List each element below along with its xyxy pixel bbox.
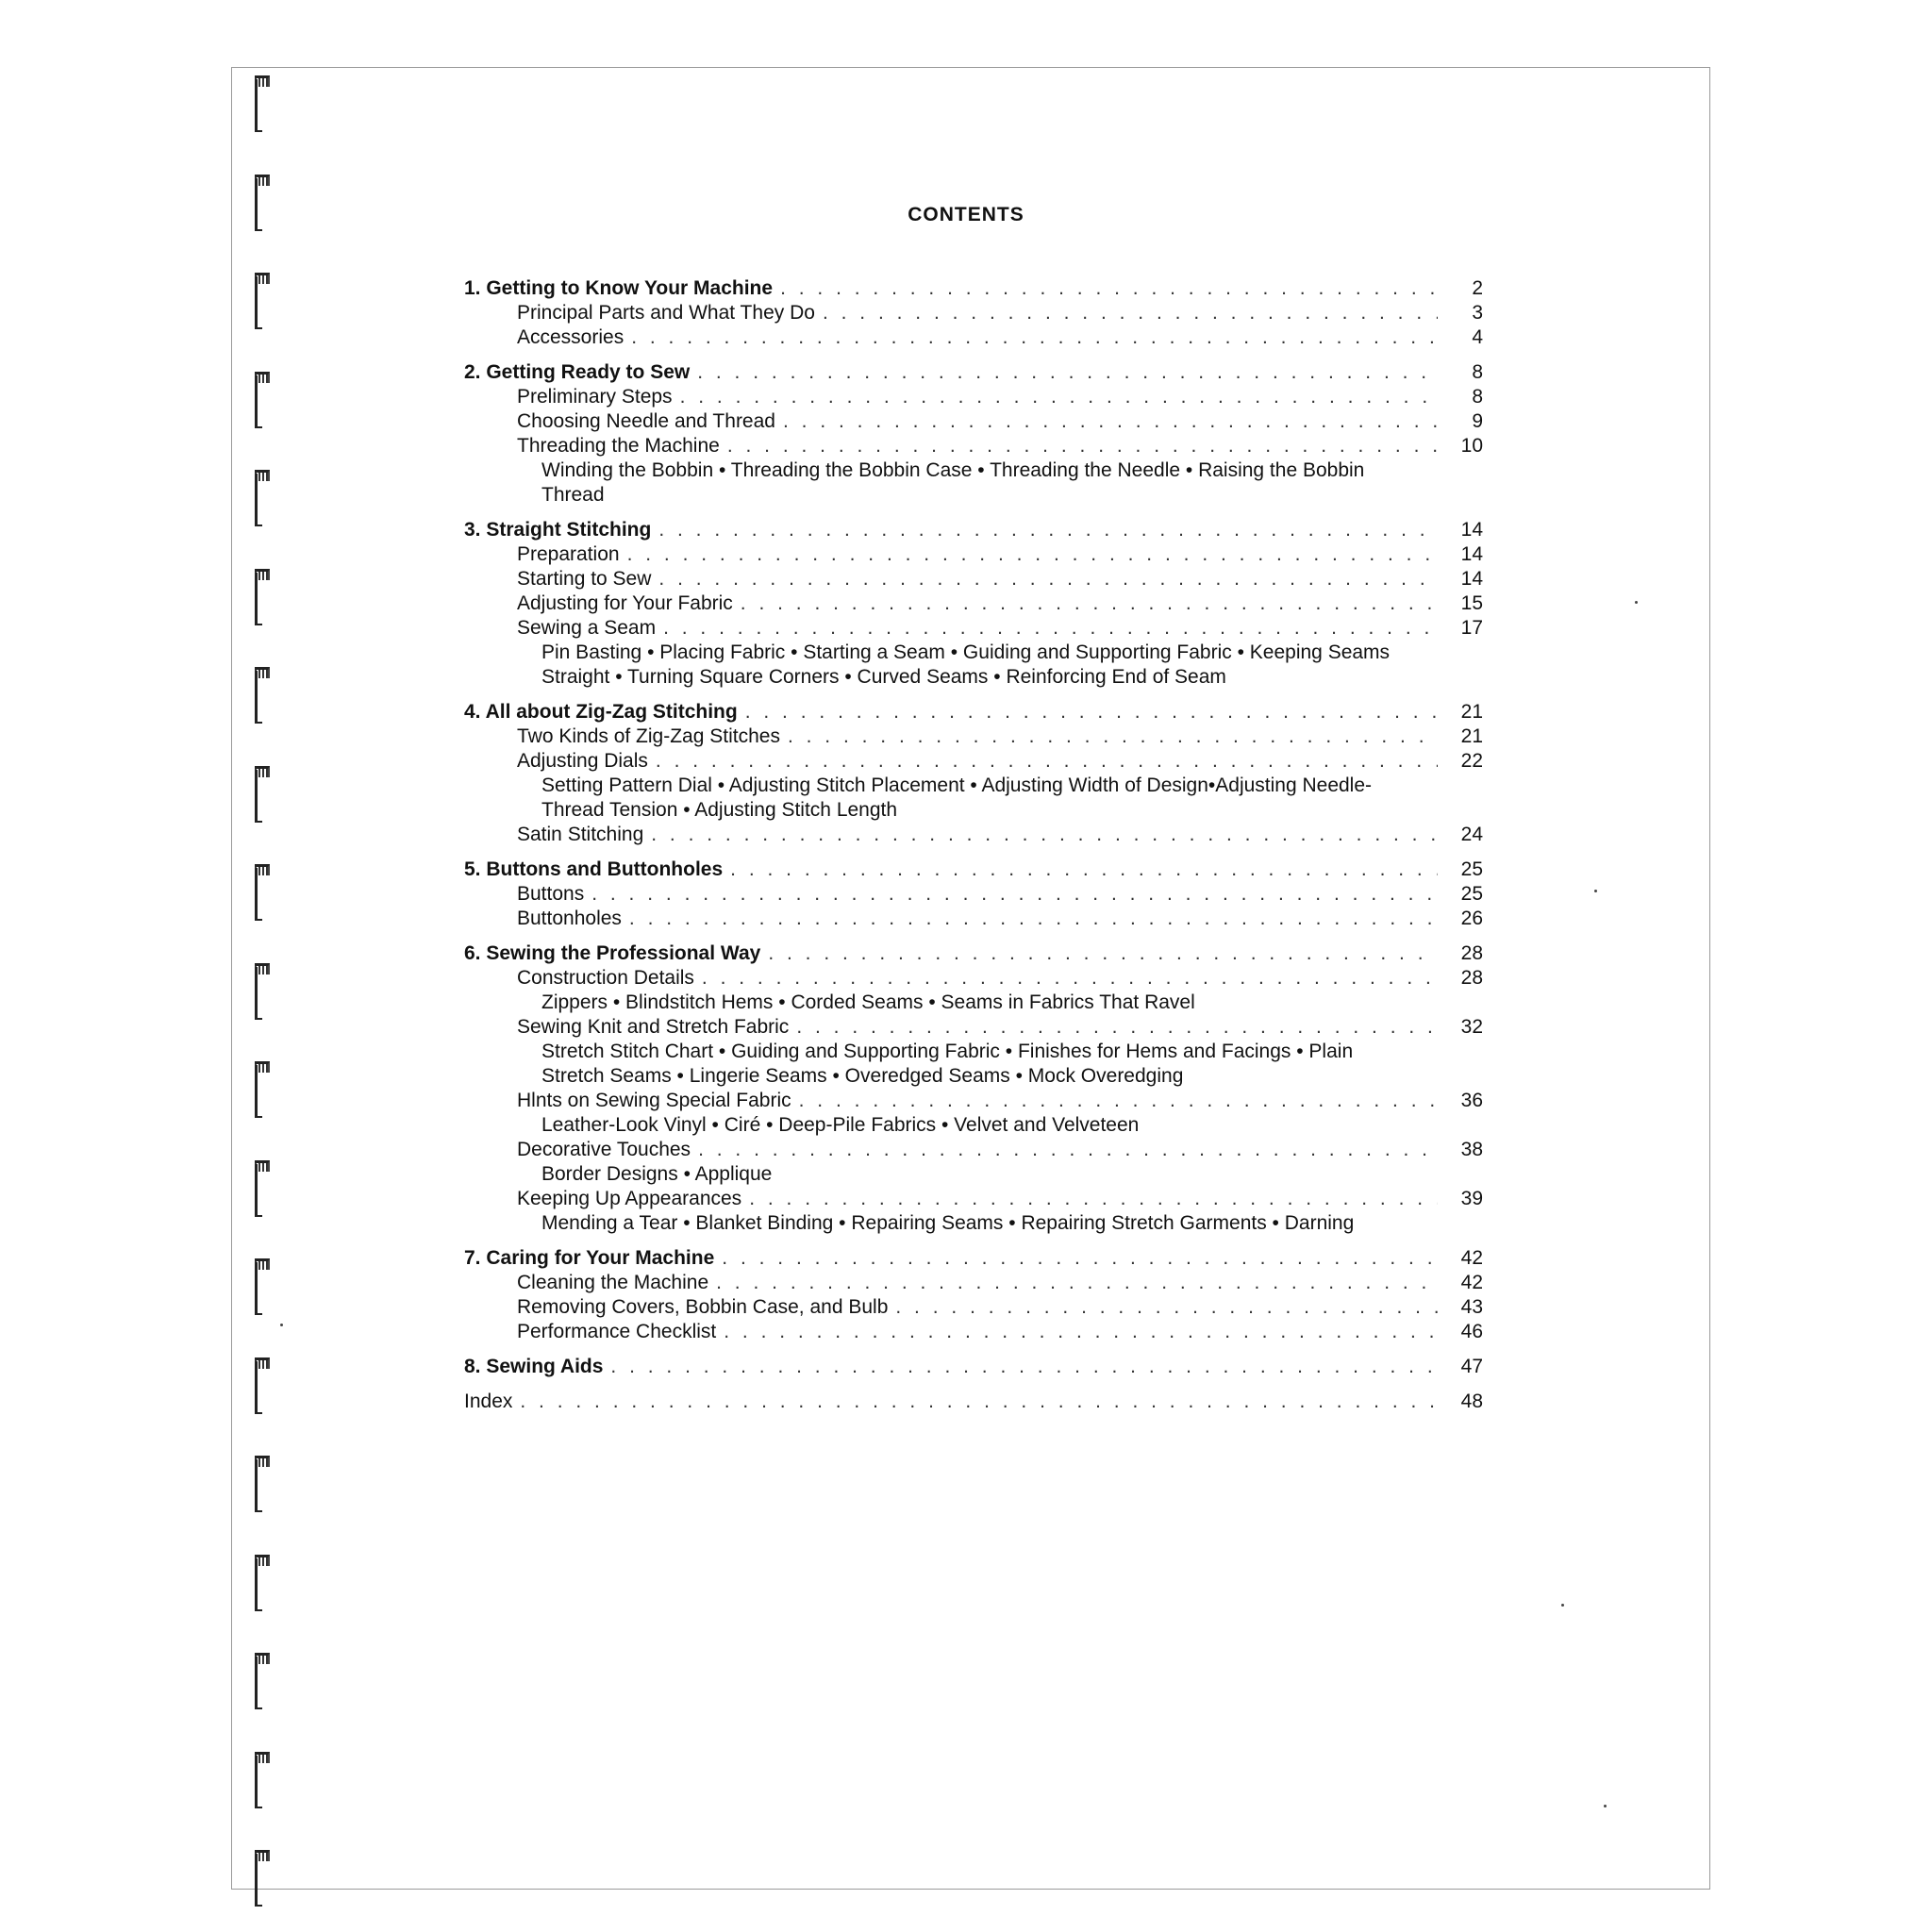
page-number: 10	[1460, 435, 1483, 457]
page-number: 14	[1460, 543, 1483, 565]
leader-dots	[658, 518, 1438, 542]
leader-dots	[520, 1390, 1438, 1414]
toc-chapter-row	[464, 1390, 1483, 1414]
entry-title: Adjusting for Your Fabric	[517, 592, 733, 614]
page-number: 43	[1460, 1296, 1483, 1318]
leader-dots	[796, 1015, 1438, 1040]
leader-dots	[724, 1320, 1438, 1344]
entry-title: Construction Details	[517, 967, 694, 989]
page-number: 28	[1460, 967, 1483, 989]
binding-ring-icon	[253, 1653, 274, 1711]
toc-entry-row	[464, 1320, 1483, 1344]
leader-dots	[727, 434, 1438, 458]
entry-title: Satin Stitching	[517, 824, 644, 845]
toc-section	[464, 276, 1483, 350]
toc-entry-row	[464, 1015, 1483, 1040]
topic-description: Leather-Look Vinyl • Ciré • Deep-Pile Fabrics • Velvet and Velveteen	[541, 1114, 1140, 1136]
leader-dots	[631, 325, 1438, 350]
entry-title: Threading the Machine	[517, 435, 720, 457]
page-number: 39	[1460, 1188, 1483, 1209]
entry-title: Hlnts on Sewing Special Fabric	[517, 1090, 791, 1111]
topic-description: Stretch Stitch Chart • Guiding and Supporting Fabric • Finishes for Hems and Facings • Plain Stretch Seams • Lingerie Seams • Overedged Seams • Mock Overedging	[541, 1041, 1354, 1087]
chapter-title: 7. Caring for Your Machine	[464, 1247, 715, 1269]
toc-entry-row	[464, 1187, 1483, 1211]
toc-entry-row	[464, 385, 1483, 409]
toc-chapter-row	[464, 518, 1483, 542]
topic-description: Setting Pattern Dial • Adjusting Stitch Placement • Adjusting Width of Design•Adjusting Needle-Thread Tension • Adjusting Stitch Length	[541, 774, 1373, 821]
leader-dots	[658, 567, 1438, 591]
toc-entry-row	[464, 325, 1483, 350]
page-number: 48	[1460, 1391, 1483, 1412]
toc-section	[464, 1355, 1483, 1379]
page-number: 25	[1460, 883, 1483, 905]
leader-dots	[627, 542, 1438, 567]
toc-chapter-row	[464, 360, 1483, 385]
leader-dots	[780, 276, 1438, 301]
page-number: 8	[1472, 361, 1483, 383]
toc-chapter-row	[464, 1355, 1483, 1379]
leader-dots	[768, 941, 1438, 966]
entry-title: Sewing Knit and Stretch Fabric	[517, 1016, 790, 1038]
leader-dots	[591, 882, 1438, 907]
leader-dots	[680, 385, 1438, 409]
entry-title: Principal Parts and What They Do	[517, 302, 815, 324]
binding-ring-icon	[253, 1752, 274, 1810]
binding-ring-icon	[253, 766, 274, 824]
scan-speck	[1561, 1604, 1564, 1607]
page-number: 4	[1472, 326, 1483, 348]
leader-dots	[745, 700, 1438, 724]
entry-title: Buttons	[517, 883, 585, 905]
chapter-title: 1. Getting to Know Your Machine	[464, 277, 774, 299]
leader-dots	[698, 1138, 1438, 1162]
entry-title: Cleaning the Machine	[517, 1272, 709, 1293]
toc-entry-row	[464, 1089, 1483, 1113]
binding-ring-icon	[253, 1061, 274, 1120]
entry-title: Sewing a Seam	[517, 617, 657, 639]
page-number: 42	[1460, 1272, 1483, 1293]
chapter-title: 2. Getting Ready to Sew	[464, 361, 691, 383]
toc-entry-row	[464, 1271, 1483, 1295]
page-number: 14	[1460, 568, 1483, 590]
leader-dots	[702, 966, 1438, 991]
chapter-title: 3. Straight Stitching	[464, 519, 652, 541]
toc-section	[464, 360, 1483, 508]
scan-speck	[1635, 601, 1638, 604]
binding-ring-icon	[253, 470, 274, 528]
chapter-title: 5. Buttons and Buttonholes	[464, 858, 724, 880]
topic-description: Border Designs • Applique	[541, 1163, 773, 1185]
entry-title: Performance Checklist	[517, 1321, 717, 1342]
leader-dots	[741, 591, 1438, 616]
binding-ring-icon	[253, 1357, 274, 1416]
leader-dots	[895, 1295, 1438, 1320]
entry-title: Keeping Up Appearances	[517, 1188, 742, 1209]
entry-title: Decorative Touches	[517, 1139, 691, 1160]
entry-title: Removing Covers, Bobbin Case, and Bulb	[517, 1296, 889, 1318]
leader-dots	[730, 858, 1438, 882]
page-number: 32	[1460, 1016, 1483, 1038]
page-number: 38	[1460, 1139, 1483, 1160]
page-number: 36	[1460, 1090, 1483, 1111]
toc-section	[464, 700, 1483, 847]
toc-entry-row	[464, 567, 1483, 591]
page-number: 28	[1460, 942, 1483, 964]
leader-dots	[722, 1246, 1438, 1271]
toc-chapter-row	[464, 858, 1483, 882]
entry-title: Starting to Sew	[517, 568, 652, 590]
toc-section	[464, 1246, 1483, 1344]
toc-entry-row	[464, 966, 1483, 991]
toc-entry-row	[464, 1138, 1483, 1162]
leader-dots	[783, 409, 1438, 434]
leader-dots	[629, 907, 1438, 931]
toc-section	[464, 1390, 1483, 1414]
leader-dots	[697, 360, 1438, 385]
leader-dots	[716, 1271, 1438, 1295]
page-number: 14	[1460, 519, 1483, 541]
toc-entry-row	[464, 1295, 1483, 1320]
topic-description: Zippers • Blindstitch Hems • Corded Seams • Seams in Fabrics That Ravel	[541, 991, 1195, 1013]
leader-dots	[656, 749, 1438, 774]
chapter-title: 4. All about Zig-Zag Stitching	[464, 701, 738, 723]
toc-chapter-row	[464, 1246, 1483, 1271]
page-number: 3	[1472, 302, 1483, 324]
toc-entry-row	[464, 434, 1483, 458]
leader-dots	[823, 301, 1438, 325]
spiral-binding	[253, 0, 291, 1932]
page-number: 22	[1460, 750, 1483, 772]
binding-ring-icon	[253, 1456, 274, 1514]
binding-ring-icon	[253, 273, 274, 331]
toc-entry-row	[464, 724, 1483, 749]
page-title: CONTENTS	[908, 204, 1024, 225]
scan-speck	[280, 1324, 283, 1326]
toc-entry-row	[464, 907, 1483, 931]
leader-dots	[749, 1187, 1438, 1211]
leader-dots	[651, 823, 1438, 847]
toc-entry-row	[464, 882, 1483, 907]
entry-title: Preparation	[517, 543, 620, 565]
leader-dots	[610, 1355, 1438, 1379]
toc-chapter-row	[464, 276, 1483, 301]
toc-chapter-row	[464, 941, 1483, 966]
leader-dots	[663, 616, 1438, 641]
toc-section	[464, 941, 1483, 1236]
page-number: 2	[1472, 277, 1483, 299]
binding-ring-icon	[253, 1160, 274, 1219]
entry-title: Choosing Needle and Thread	[517, 410, 775, 432]
toc-entry-row	[464, 749, 1483, 774]
topic-description: Winding the Bobbin • Threading the Bobbin Case • Threading the Needle • Raising the Bobbin Thread	[541, 459, 1365, 506]
chapter-title: 8. Sewing Aids	[464, 1356, 604, 1377]
leader-dots	[788, 724, 1438, 749]
page-number: 24	[1460, 824, 1483, 845]
leader-dots	[799, 1089, 1438, 1113]
entry-title: Buttonholes	[517, 908, 622, 929]
toc-section	[464, 518, 1483, 690]
page-number: 21	[1460, 701, 1483, 723]
binding-ring-icon	[253, 372, 274, 430]
binding-ring-icon	[253, 864, 274, 923]
binding-ring-icon	[253, 569, 274, 627]
toc-entry-row	[464, 591, 1483, 616]
binding-ring-icon	[253, 963, 274, 1022]
topic-description: Pin Basting • Placing Fabric • Starting a Seam • Guiding and Supporting Fabric • Keeping Seams Straight • Turning Square Corners • Curved Seams • Reinforcing End of Seam	[541, 641, 1391, 688]
page-number: 8	[1472, 386, 1483, 408]
binding-ring-icon	[253, 75, 274, 134]
page-number: 47	[1460, 1356, 1483, 1377]
binding-ring-icon	[253, 1850, 274, 1908]
scan-speck	[1604, 1805, 1607, 1807]
toc-entry-row	[464, 616, 1483, 641]
toc-entry-row	[464, 823, 1483, 847]
toc-chapter-row	[464, 700, 1483, 724]
chapter-title: 6. Sewing the Professional Way	[464, 942, 761, 964]
chapter-title: Index	[464, 1391, 513, 1412]
page-number: 15	[1460, 592, 1483, 614]
topic-description: Mending a Tear • Blanket Binding • Repairing Seams • Repairing Stretch Garments • Darning	[541, 1212, 1355, 1234]
page-number: 17	[1460, 617, 1483, 639]
page-number: 25	[1460, 858, 1483, 880]
entry-title: Accessories	[517, 326, 625, 348]
entry-title: Two Kinds of Zig-Zag Stitches	[517, 725, 780, 747]
binding-ring-icon	[253, 1555, 274, 1613]
page-number: 9	[1472, 410, 1483, 432]
binding-ring-icon	[253, 1258, 274, 1317]
binding-ring-icon	[253, 667, 274, 725]
table-of-contents	[464, 276, 1483, 1424]
toc-entry-row	[464, 542, 1483, 567]
entry-title: Preliminary Steps	[517, 386, 673, 408]
page-number: 26	[1460, 908, 1483, 929]
page-number: 42	[1460, 1247, 1483, 1269]
toc-section	[464, 858, 1483, 931]
toc-entry-row	[464, 409, 1483, 434]
page-number: 21	[1460, 725, 1483, 747]
scan-speck	[1594, 890, 1597, 892]
toc-entry-row	[464, 301, 1483, 325]
page-number: 46	[1460, 1321, 1483, 1342]
entry-title: Adjusting Dials	[517, 750, 648, 772]
